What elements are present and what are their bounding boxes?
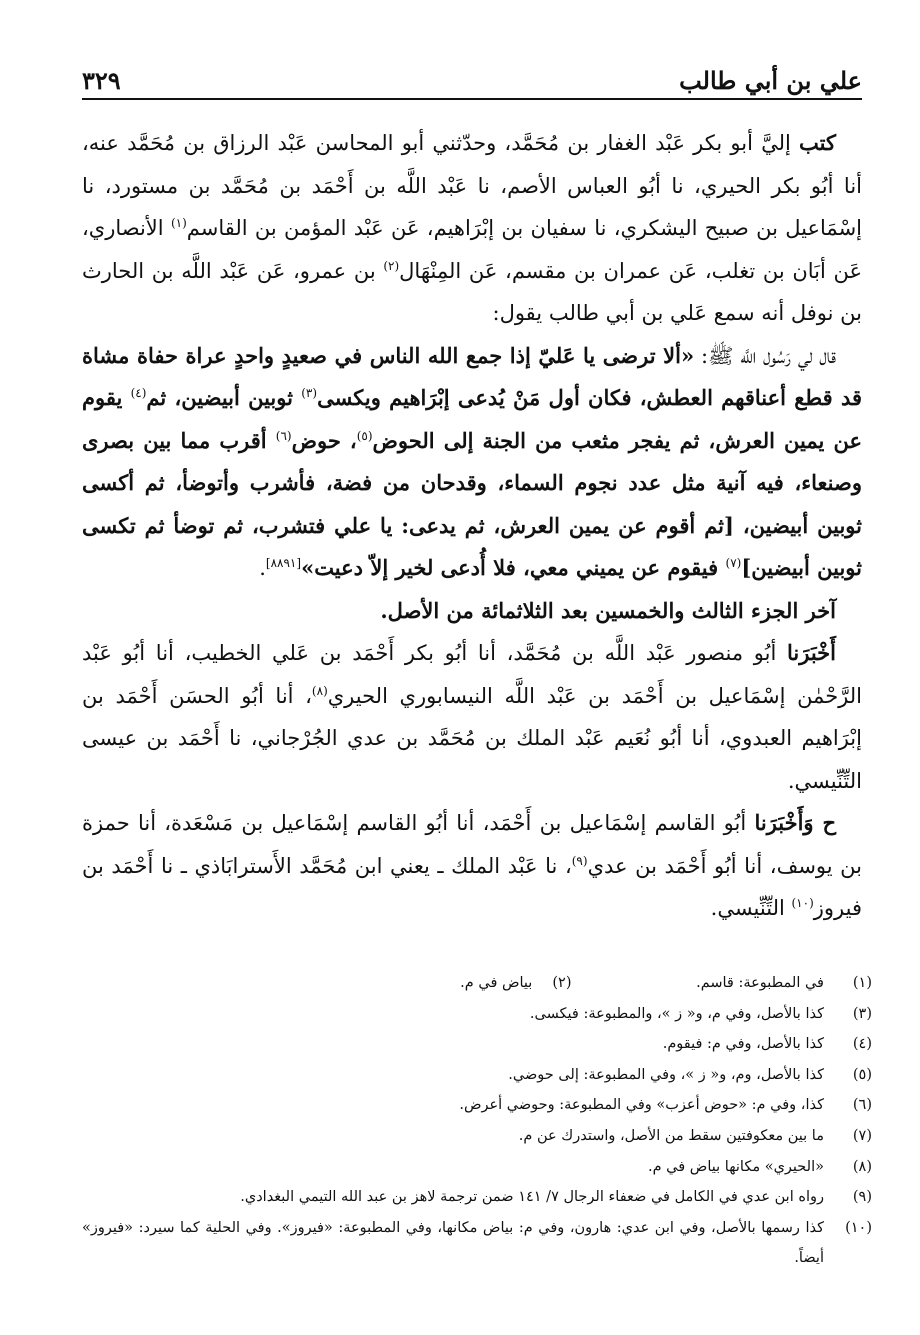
paragraph-isnad-3 [82, 802, 862, 930]
footnote-text: رواه ابن عدي في الكامل في ضعفاء الرجال ٧/ ١٤١ ضمن ترجمة لاهز بن عبد الله التيمي البغدادي. [240, 1189, 824, 1206]
footnote-number: (٢) [552, 975, 572, 991]
footnote-item [82, 1029, 872, 1060]
hadith-text: ثوبين أبيضين، ثم [146, 385, 302, 410]
footnote-ref-3[interactable]: (٣) [301, 386, 318, 400]
footnote-text: كذا بالأصل، وفي م، و« ز »، والمطبوعة: فيكسى. [529, 1005, 824, 1022]
running-title: علي بن أبي طالب [679, 66, 862, 95]
footnote-ref-10[interactable]: (١٠) [791, 896, 814, 910]
footnote-item [82, 1060, 872, 1091]
footnote-number: (١٠) [845, 1219, 872, 1236]
paragraph-text: ، نا عَبْد الملك ـ يعني ابن مُحَمَّد الأَسترابَاذي ـ نا أَحْمَد بن فيروز [82, 853, 862, 920]
footnote-item [82, 999, 872, 1030]
page-header [82, 58, 862, 100]
section-note [82, 590, 862, 633]
footnote-ref-6[interactable]: (٦) [275, 428, 292, 443]
footnote-item [82, 1090, 872, 1121]
hadith-end: . [259, 556, 266, 580]
paragraph-text: الأنصاري، عَن أبَان بن تغلب، عَن عمران بن مقسم، عَن المِنْهَال [82, 216, 862, 283]
footnote-number: (٣) [852, 1005, 872, 1022]
footnote-item [82, 1182, 872, 1213]
hadith-text: «ألا ترضى يا عَليّ إذا جمع الله الناس في صعيدٍ واحدٍ عراة حفاة مشاة قد قطع أعناقهم العطش، فكان أول مَنْ يُدعى إبْرَاهيم ويكسى [82, 342, 863, 410]
footnote-text: «الحيري» مكانها بياض في م. [647, 1158, 824, 1175]
footnote-number: (٩) [852, 1189, 872, 1206]
hadith-number: [٨٨٩١] [265, 556, 302, 570]
footnote-item [82, 1213, 872, 1274]
footnote-ref-9[interactable]: (٩) [571, 853, 588, 868]
section-note-text: آخر الجزء الثالث والخمسين بعد الثلاثمائة من الأصل. [380, 597, 836, 623]
footnote-item [82, 968, 872, 999]
footnote-ref-7[interactable]: (٧) [725, 556, 742, 570]
footnote-number: (١) [852, 975, 872, 991]
paragraph-text: بن عمرو، عَن عَبْد اللَّه بن الحارث بن نوفل أنه سمع عَلي بن أبي طالب يقول: [82, 258, 862, 325]
paragraph-lead: أَخْبَرَنا [787, 640, 836, 665]
footnote-number: (٤) [852, 1036, 872, 1053]
paragraph-lead: كتب [799, 130, 836, 155]
paragraph-text: التِّنِّيسي. [710, 896, 792, 920]
footnote-text: كذا رسمها بالأصل، وفي ابن عدي: هارون، وفي م: بياض مكانها، وفي المطبوعة: «فيروز». وفي الحلية كما سيرد: «فيروز» أيضاً. [82, 1219, 824, 1267]
footnote-text: كذا، وفي م: «حوض أعزب» وفي المطبوعة: وحوضي أعرض. [459, 1097, 824, 1114]
footnote-item [82, 1152, 872, 1183]
footnote-ref-2[interactable]: (٢) [383, 258, 400, 273]
hadith-text: ، حوض [291, 427, 357, 453]
footnote-ref-1[interactable]: (١) [170, 216, 187, 230]
paragraph-isnad-2 [82, 632, 862, 802]
footnote-ref-4[interactable]: (٤) [130, 386, 147, 400]
footnote-text: كذا بالأصل، وفي م: فيقوم. [662, 1036, 824, 1053]
footnote-text: ما بين معكوفتين سقط من الأصل، واستدرك عن م. [518, 1127, 824, 1144]
footnote-ref-5[interactable]: (٥) [356, 428, 373, 443]
footnote-text: في المطبوعة: قاسم. [696, 975, 824, 991]
paragraph-text: أبُو القاسم إسْمَاعيل بن أَحْمَد، أنا أبُو القاسم إسْمَاعيل بن مَسْعَدة، أنا حمزة بن يوسف، أنا أبُو أَحْمَد بن عدي [82, 811, 862, 878]
paragraph-text: إليَّ أبو بكر عَبْد الغفار بن مُحَمَّد، وحدّثني أبو المحاسن عَبْد الرزاق بن مُحَمَّد عنه، أنا أبُو بكر الحيري، نا أبُو العباس الأصم، نا عَبْد اللَّه بن أَحْمَد بن مُحَمَّد بن مستورد، نا إسْمَاعيل بن صبيح اليشكري، نا سفيان بن إبْرَاهيم، عَن عَبْد المؤمن بن القاسم [82, 131, 862, 240]
paragraph-text: ، أنا أبُو الحسَن أَحْمَد بن إبْرَاهيم العبدوي، أنا أبُو نُعَيم عَبْد الملك بن مُحَمَّد بن عدي الجُرْجاني، نا أَحْمَد بن عيسى التِّنِّيسي. [82, 683, 862, 793]
footnote-ref-8[interactable]: (٨) [311, 683, 328, 698]
footnote-inline [460, 968, 571, 999]
footnote-number: (٥) [852, 1066, 872, 1083]
hadith-intro: قال لي رَسُول اللَّه ﷺ: [694, 343, 837, 368]
page-number: ٣٢٩ [82, 66, 121, 95]
footnote-item [82, 1121, 872, 1152]
footnote-text: بياض في م. [460, 975, 533, 991]
hadith-text: فيقوم عن يميني معي، فلا أُدعى لخير إلاّ دعيت» [301, 555, 726, 580]
paragraph-hadith [82, 335, 862, 590]
paragraph-text: أبُو منصور عَبْد اللَّه بن مُحَمَّد، أنا أبُو بكر أَحْمَد بن عَلي الخطيب، أنا أبُو عَبْد الرَّحْمٰن إسْمَاعيل بن أَحْمَد بن عَبْد اللَّه النيسابوري الحيري [82, 641, 862, 708]
footnote-number: (٨) [852, 1158, 872, 1175]
paragraph-isnad-1 [82, 122, 862, 335]
footnote-text: كذا بالأصل، وم، و« ز »، وفي المطبوعة: إلى حوضي. [508, 1066, 824, 1083]
hadith-text: يقوم عن يمين العرش، ثم يفجر مثعب من الجنة إلى الحوض [82, 385, 862, 453]
footnote-number: (٦) [852, 1097, 872, 1114]
hadith-text: أقرب مما بين بصرى وصنعاء، فيه آنية مثل عدد نجوم السماء، وقدحان من فضة، فأشرب وأتوضأ، ثم أكسى ثوبين أبيضين، [ثم أقوم عن يمين العرش، ثم يدعى: يا علي فتشرب، ثم توضأ ثم تكسى ثوبين أبيضين] [82, 427, 862, 580]
paragraph-lead: ح وَأَخْبَرَنا [754, 810, 837, 835]
footnotes [82, 968, 872, 1274]
footnote-number: (٧) [852, 1127, 872, 1144]
main-text [82, 122, 862, 930]
